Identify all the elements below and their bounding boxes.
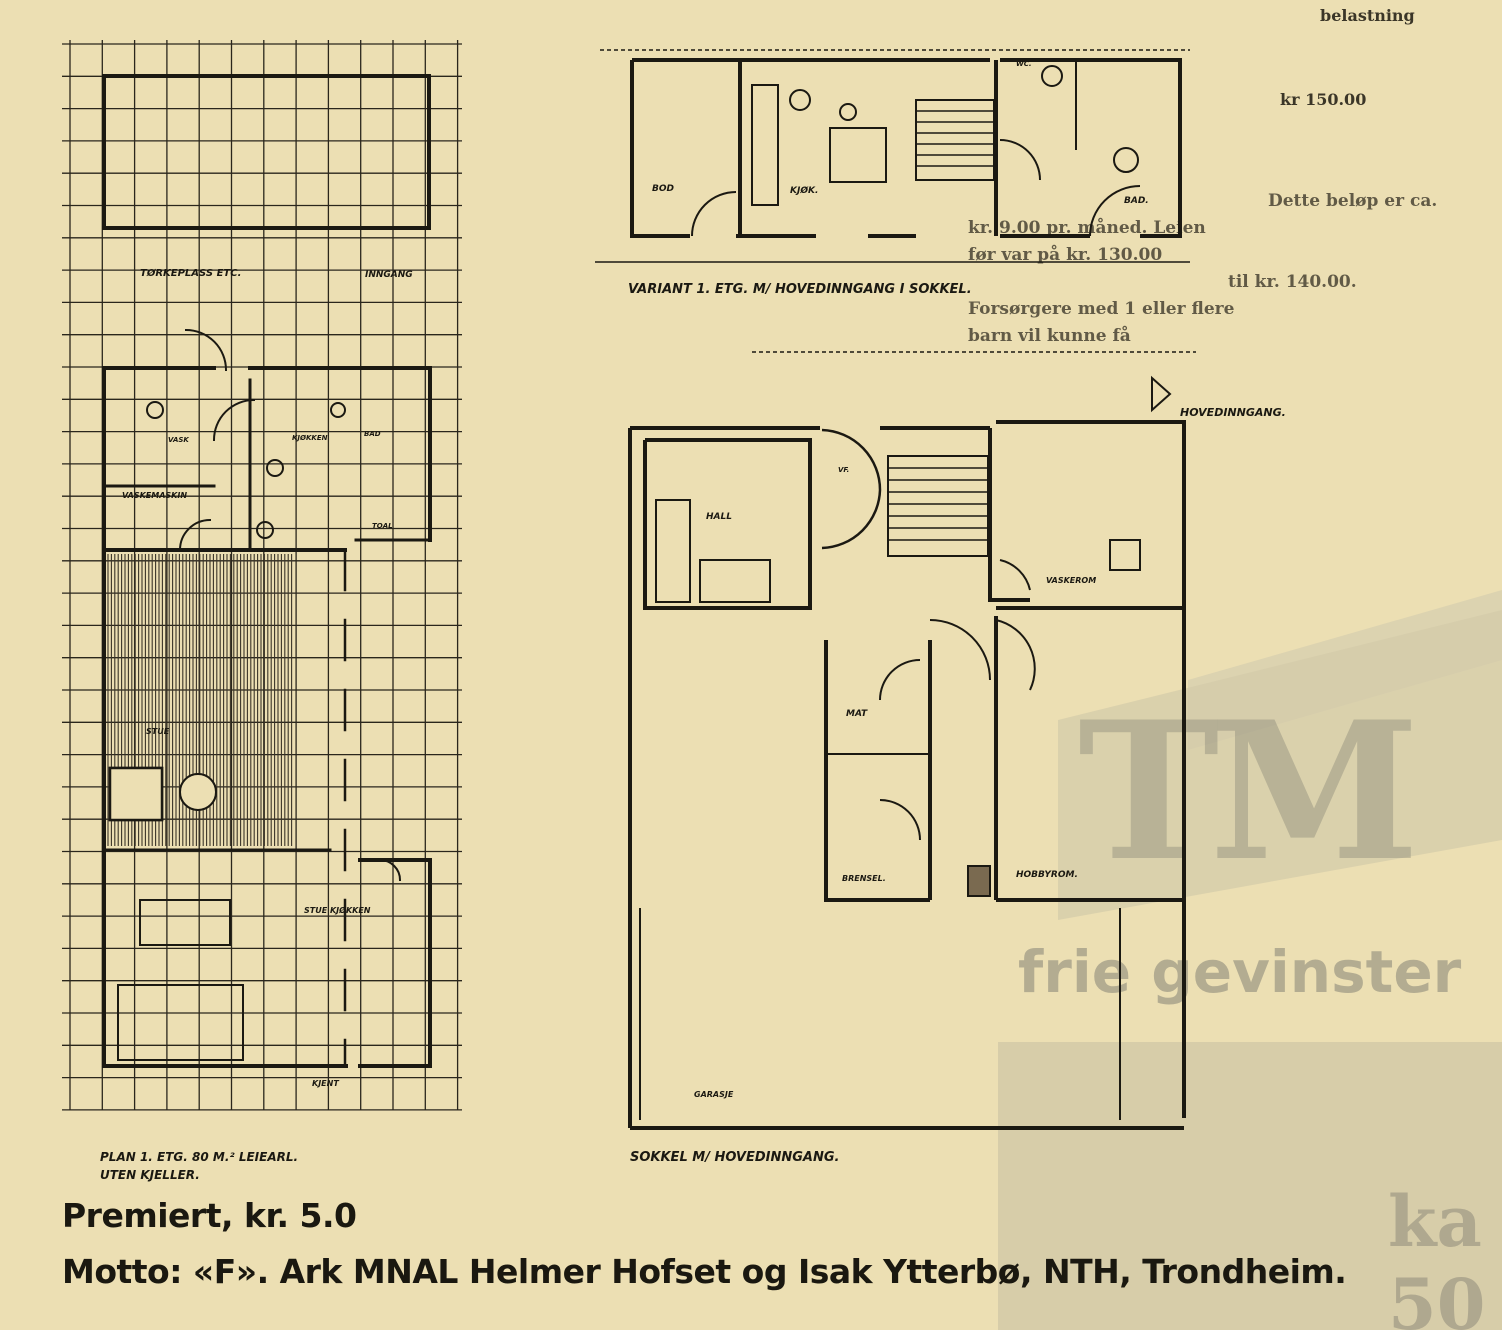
bench [656, 500, 690, 602]
room-label: VASKEROM [1046, 576, 1097, 585]
fixture [147, 402, 163, 418]
door-swing [930, 620, 990, 680]
right-column-line: Dette beløp er ca. [1268, 191, 1438, 211]
room-label: WC. [1016, 60, 1032, 68]
room-label: TØRKEPLASS ETC. [140, 268, 242, 279]
wall [104, 368, 346, 1066]
wall [990, 428, 1030, 600]
door-swing [186, 330, 226, 370]
fixture [1042, 66, 1062, 86]
fixture [331, 403, 345, 417]
room-label: VASK [168, 436, 189, 444]
door-swing [214, 400, 254, 440]
right-column-line: før var på kr. 130.00 [968, 245, 1163, 265]
table [110, 768, 162, 820]
banner-small-text: ka 50 [1388, 1180, 1486, 1330]
door-swing [1090, 186, 1140, 236]
door-swing [880, 660, 920, 700]
right-column-line: kr. 9.00 pr. måned. Leien [968, 218, 1206, 238]
sokkel-plan-title: SOKKEL M/ HOVEDINNGANG. [630, 1150, 840, 1165]
door-swing [822, 430, 880, 548]
room-label: STUE [146, 727, 170, 736]
door-swing [380, 860, 400, 880]
right-column-line: barn vil kunne få [968, 326, 1131, 346]
right-top-line: kr 150.00 [1280, 90, 1367, 109]
entrance-arrow [1152, 378, 1170, 410]
fixture [267, 460, 283, 476]
variant-plan [595, 50, 1190, 262]
banner-text: frie gevinster [1018, 938, 1462, 1006]
door-swing [1000, 140, 1040, 180]
wall [250, 368, 430, 540]
fixture [180, 774, 216, 810]
wall [1000, 60, 1180, 236]
caption-line-1: Premiert, kr. 5.0 [62, 1196, 357, 1235]
wall [826, 640, 930, 900]
plan-1-etg-title-line: PLAN 1. ETG. 80 M.² LEIEARL. [100, 1150, 299, 1164]
plan-1-etg-title-line: UTEN KJELLER. [100, 1168, 200, 1182]
room-label: VASKEMASKIN [122, 491, 188, 500]
fixture [257, 522, 273, 538]
wall [645, 440, 810, 608]
plan-1-etg-hatch [108, 554, 292, 846]
sofa [118, 985, 243, 1060]
room-label: GARASJE [694, 1090, 734, 1099]
hovedinngang-label: HOVEDINNGANG. [1180, 406, 1286, 419]
sokkel-plan [630, 352, 1196, 1128]
bench [700, 560, 770, 602]
variant-plan-title: VARIANT 1. ETG. M/ HOVEDINNGANG I SOKKEL. [628, 282, 972, 297]
table [140, 900, 230, 945]
room-label: KJØK. [790, 186, 819, 196]
room-label: KJØKKEN [292, 434, 328, 442]
room-label: INNGANG [365, 270, 413, 280]
door-swing [1000, 560, 1030, 590]
door-swing [692, 192, 736, 236]
room-label: TOAL [372, 522, 393, 530]
stair [888, 456, 988, 556]
plan-1-etg-title [100, 1148, 298, 1184]
room-label: VF. [838, 466, 850, 474]
caption-line-2: Motto: «F». Ark MNAL Helmer Hofset og Isak Ytterbø, NTH, Trondheim. [62, 1252, 1347, 1291]
room-label: BAD. [1124, 196, 1149, 206]
fixture [1114, 148, 1138, 172]
room-label: STUE KJØKKEN [304, 906, 371, 915]
fixture [1110, 540, 1140, 570]
plan-1-etg-walls [104, 76, 430, 1066]
door-swing [180, 520, 210, 550]
chimney [968, 866, 990, 896]
right-column-line: Forsørgere med 1 eller flere [968, 299, 1235, 319]
wall [996, 422, 1184, 1118]
fixture [790, 90, 810, 110]
room-label: BRENSEL. [842, 874, 886, 883]
table [830, 128, 886, 182]
room-label: HALL [706, 512, 732, 522]
room-label: BOD [652, 184, 674, 194]
room-label: HOBBYROM. [1016, 870, 1078, 880]
room-label: KJENT [312, 1079, 339, 1088]
counter [752, 85, 778, 205]
fixture [840, 104, 856, 120]
wall [360, 860, 430, 1066]
right-top-line: belastning [1320, 6, 1415, 25]
door-swing [996, 620, 1035, 690]
banner-large-text: TM [1078, 680, 1410, 903]
wall [632, 60, 690, 236]
door-swing [880, 800, 920, 840]
room-label: BAD [364, 430, 381, 438]
room-label: MAT [846, 709, 868, 719]
stair [916, 100, 994, 180]
right-column-line: til kr. 140.00. [1228, 272, 1357, 292]
